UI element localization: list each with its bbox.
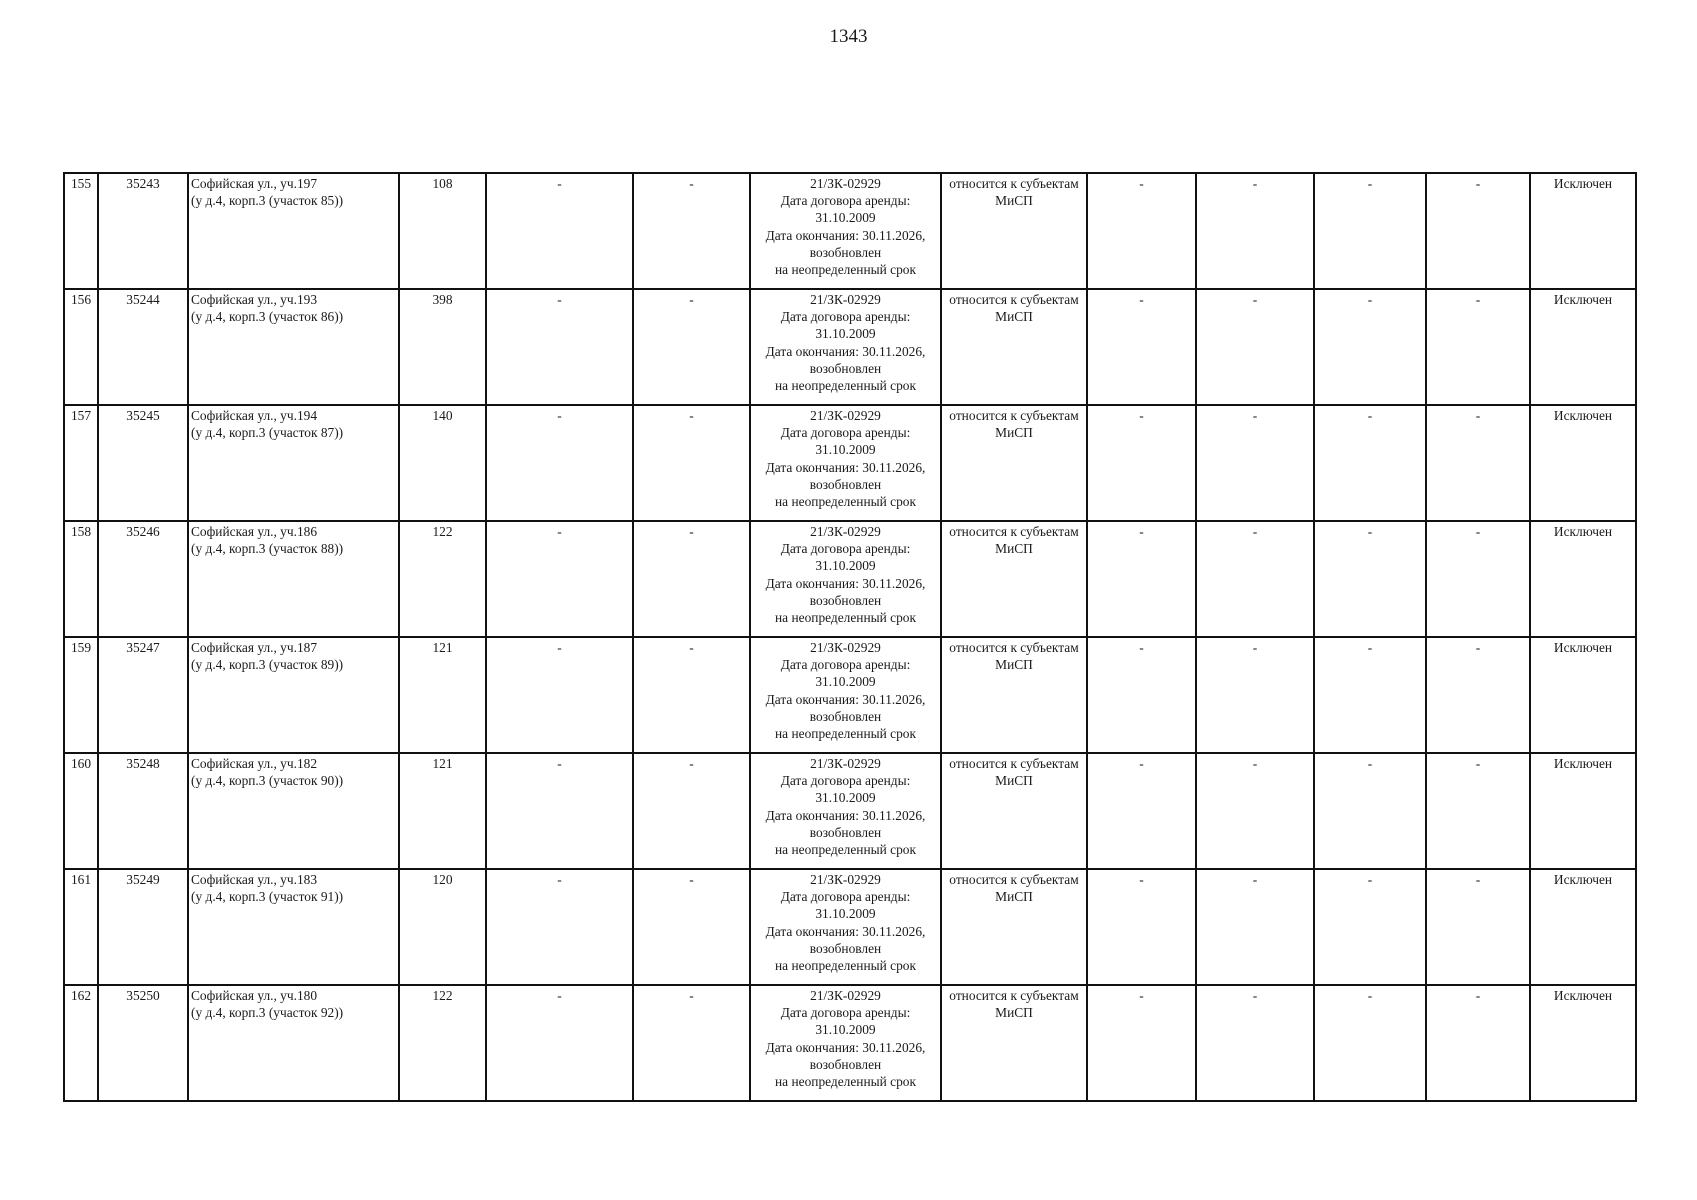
category-cell xyxy=(941,637,1087,753)
address-line: Софийская ул., уч.183 xyxy=(191,872,318,887)
column-6-cell: - xyxy=(633,637,750,753)
column-11-cell: - xyxy=(1314,173,1426,289)
contract-line: Дата договора аренды: xyxy=(780,541,911,557)
column-9-cell: - xyxy=(1087,637,1196,753)
contract-line: Дата окончания: 30.11.2026, xyxy=(765,1039,926,1055)
category-cell xyxy=(941,405,1087,521)
category-line: относится к субъектам xyxy=(949,176,1079,191)
contract-line: Дата окончания: 30.11.2026, xyxy=(765,227,926,243)
contract-line: на неопределенный срок xyxy=(775,1074,916,1090)
contract-cell xyxy=(750,869,941,985)
column-10-cell: - xyxy=(1196,637,1314,753)
column-12-cell: - xyxy=(1426,637,1530,753)
row-number-cell: 155 xyxy=(64,173,98,289)
area-cell: 140 xyxy=(399,405,486,521)
contract-line: 31.10.2009 xyxy=(815,674,876,690)
category-line: МиСП xyxy=(995,541,1033,557)
column-5-cell: - xyxy=(486,173,633,289)
contract-line: возобновлен xyxy=(809,476,882,492)
contract-line: Дата окончания: 30.11.2026, xyxy=(765,923,926,939)
contract-line: Дата окончания: 30.11.2026, xyxy=(765,343,926,359)
category-cell xyxy=(941,985,1087,1101)
contract-line: возобновлен xyxy=(809,824,882,840)
registry-table xyxy=(63,172,1637,1102)
address-line: (у д.4, корп.3 (участок 88)) xyxy=(191,541,344,557)
status-cell: Исключен xyxy=(1530,405,1636,521)
column-6-cell: - xyxy=(633,289,750,405)
address-line: (у д.4, корп.3 (участок 90)) xyxy=(191,773,344,789)
area-cell: 120 xyxy=(399,869,486,985)
category-line: МиСП xyxy=(995,657,1033,673)
area-cell: 122 xyxy=(399,521,486,637)
area-cell: 121 xyxy=(399,753,486,869)
category-line: МиСП xyxy=(995,425,1033,441)
area-cell: 108 xyxy=(399,173,486,289)
row-number-cell: 160 xyxy=(64,753,98,869)
category-cell xyxy=(941,753,1087,869)
address-cell xyxy=(188,637,399,753)
column-12-cell: - xyxy=(1426,289,1530,405)
contract-line: возобновлен xyxy=(809,592,882,608)
row-number-cell: 159 xyxy=(64,637,98,753)
contract-line: Дата договора аренды: xyxy=(780,425,911,441)
row-number-cell: 162 xyxy=(64,985,98,1101)
page-number: 1343 xyxy=(829,26,868,47)
contract-line: Дата окончания: 30.11.2026, xyxy=(765,459,926,475)
column-12-cell: - xyxy=(1426,521,1530,637)
address-line: (у д.4, корп.3 (участок 89)) xyxy=(191,657,344,673)
column-6-cell: - xyxy=(633,173,750,289)
category-line: относится к субъектам xyxy=(949,756,1079,771)
contract-line: возобновлен xyxy=(809,708,882,724)
area-cell: 398 xyxy=(399,289,486,405)
contract-line: возобновлен xyxy=(809,940,882,956)
contract-line: на неопределенный срок xyxy=(775,726,916,742)
object-id-cell: 35249 xyxy=(98,869,188,985)
column-5-cell: - xyxy=(486,289,633,405)
contract-line: возобновлен xyxy=(809,244,882,260)
category-cell xyxy=(941,869,1087,985)
contract-line: возобновлен xyxy=(809,1056,882,1072)
address-cell xyxy=(188,173,399,289)
address-cell xyxy=(188,869,399,985)
contract-line: 31.10.2009 xyxy=(815,906,876,922)
row-number-cell: 156 xyxy=(64,289,98,405)
address-line: Софийская ул., уч.197 xyxy=(191,176,318,191)
column-12-cell: - xyxy=(1426,869,1530,985)
status-cell: Исключен xyxy=(1530,753,1636,869)
contract-line: 31.10.2009 xyxy=(815,1022,876,1038)
contract-line: на неопределенный срок xyxy=(775,378,916,394)
object-id-cell: 35245 xyxy=(98,405,188,521)
contract-line: 21/ЗК-02929 xyxy=(810,292,881,307)
object-id-cell: 35248 xyxy=(98,753,188,869)
column-11-cell: - xyxy=(1314,521,1426,637)
registry-body xyxy=(64,173,1636,1101)
contract-cell xyxy=(750,405,941,521)
column-11-cell: - xyxy=(1314,637,1426,753)
category-cell xyxy=(941,289,1087,405)
contract-line: 21/ЗК-02929 xyxy=(810,176,881,191)
address-line: Софийская ул., уч.194 xyxy=(191,408,318,423)
table-row xyxy=(64,405,1636,521)
object-id-cell: 35243 xyxy=(98,173,188,289)
column-10-cell: - xyxy=(1196,521,1314,637)
column-9-cell: - xyxy=(1087,521,1196,637)
column-5-cell: - xyxy=(486,405,633,521)
column-12-cell: - xyxy=(1426,405,1530,521)
status-cell: Исключен xyxy=(1530,869,1636,985)
table-row xyxy=(64,985,1636,1101)
category-line: относится к субъектам xyxy=(949,988,1079,1003)
address-line: (у д.4, корп.3 (участок 92)) xyxy=(191,1005,344,1021)
address-line: Софийская ул., уч.193 xyxy=(191,292,318,307)
column-11-cell: - xyxy=(1314,869,1426,985)
column-9-cell: - xyxy=(1087,869,1196,985)
contract-line: Дата окончания: 30.11.2026, xyxy=(765,807,926,823)
object-id-cell: 35244 xyxy=(98,289,188,405)
column-9-cell: - xyxy=(1087,173,1196,289)
address-line: Софийская ул., уч.180 xyxy=(191,988,318,1003)
column-9-cell: - xyxy=(1087,405,1196,521)
contract-cell xyxy=(750,985,941,1101)
column-11-cell: - xyxy=(1314,985,1426,1101)
status-cell: Исключен xyxy=(1530,173,1636,289)
column-6-cell: - xyxy=(633,753,750,869)
contract-line: на неопределенный срок xyxy=(775,610,916,626)
contract-line: Дата договора аренды: xyxy=(780,657,911,673)
contract-line: 21/ЗК-02929 xyxy=(810,872,881,887)
contract-cell xyxy=(750,637,941,753)
column-10-cell: - xyxy=(1196,985,1314,1101)
address-line: (у д.4, корп.3 (участок 91)) xyxy=(191,889,344,905)
column-6-cell: - xyxy=(633,405,750,521)
object-id-cell: 35250 xyxy=(98,985,188,1101)
contract-cell xyxy=(750,173,941,289)
column-12-cell: - xyxy=(1426,985,1530,1101)
category-line: относится к субъектам xyxy=(949,872,1079,887)
column-11-cell: - xyxy=(1314,289,1426,405)
table-row xyxy=(64,289,1636,405)
area-cell: 122 xyxy=(399,985,486,1101)
address-cell xyxy=(188,521,399,637)
address-line: Софийская ул., уч.186 xyxy=(191,524,318,539)
contract-cell xyxy=(750,289,941,405)
contract-line: 21/ЗК-02929 xyxy=(810,988,881,1003)
status-cell: Исключен xyxy=(1530,521,1636,637)
contract-line: Дата договора аренды: xyxy=(780,1005,911,1021)
contract-line: Дата договора аренды: xyxy=(780,773,911,789)
address-line: Софийская ул., уч.182 xyxy=(191,756,318,771)
contract-line: Дата окончания: 30.11.2026, xyxy=(765,691,926,707)
category-cell xyxy=(941,173,1087,289)
row-number-cell: 158 xyxy=(64,521,98,637)
column-11-cell: - xyxy=(1314,753,1426,869)
column-5-cell: - xyxy=(486,985,633,1101)
contract-line: возобновлен xyxy=(809,360,882,376)
column-10-cell: - xyxy=(1196,173,1314,289)
category-line: МиСП xyxy=(995,1005,1033,1021)
column-12-cell: - xyxy=(1426,753,1530,869)
column-9-cell: - xyxy=(1087,289,1196,405)
category-line: МиСП xyxy=(995,889,1033,905)
contract-line: 21/ЗК-02929 xyxy=(810,640,881,655)
contract-line: 31.10.2009 xyxy=(815,790,876,806)
column-12-cell: - xyxy=(1426,173,1530,289)
table-row xyxy=(64,753,1636,869)
row-number-cell: 157 xyxy=(64,405,98,521)
contract-line: на неопределенный срок xyxy=(775,842,916,858)
column-5-cell: - xyxy=(486,753,633,869)
column-6-cell: - xyxy=(633,521,750,637)
column-10-cell: - xyxy=(1196,753,1314,869)
address-line: (у д.4, корп.3 (участок 86)) xyxy=(191,309,344,325)
column-10-cell: - xyxy=(1196,405,1314,521)
address-cell xyxy=(188,985,399,1101)
column-11-cell: - xyxy=(1314,405,1426,521)
category-line: относится к субъектам xyxy=(949,408,1079,423)
contract-line: на неопределенный срок xyxy=(775,262,916,278)
column-6-cell: - xyxy=(633,985,750,1101)
contract-line: 31.10.2009 xyxy=(815,442,876,458)
contract-line: 21/ЗК-02929 xyxy=(810,408,881,423)
contract-cell xyxy=(750,521,941,637)
address-line: (у д.4, корп.3 (участок 85)) xyxy=(191,193,344,209)
address-line: Софийская ул., уч.187 xyxy=(191,640,318,655)
column-5-cell: - xyxy=(486,637,633,753)
table-row xyxy=(64,869,1636,985)
contract-line: Дата договора аренды: xyxy=(780,309,911,325)
column-5-cell: - xyxy=(486,521,633,637)
category-cell xyxy=(941,521,1087,637)
object-id-cell: 35246 xyxy=(98,521,188,637)
contract-line: на неопределенный срок xyxy=(775,958,916,974)
status-cell: Исключен xyxy=(1530,637,1636,753)
column-6-cell: - xyxy=(633,869,750,985)
category-line: МиСП xyxy=(995,309,1033,325)
status-cell: Исключен xyxy=(1530,985,1636,1101)
column-5-cell: - xyxy=(486,869,633,985)
address-cell xyxy=(188,289,399,405)
contract-line: 31.10.2009 xyxy=(815,210,876,226)
table-row xyxy=(64,637,1636,753)
area-cell: 121 xyxy=(399,637,486,753)
category-line: относится к субъектам xyxy=(949,640,1079,655)
table-row xyxy=(64,521,1636,637)
column-9-cell: - xyxy=(1087,985,1196,1101)
row-number-cell: 161 xyxy=(64,869,98,985)
column-10-cell: - xyxy=(1196,289,1314,405)
contract-line: на неопределенный срок xyxy=(775,494,916,510)
category-line: МиСП xyxy=(995,193,1033,209)
contract-cell xyxy=(750,753,941,869)
contract-line: Дата окончания: 30.11.2026, xyxy=(765,575,926,591)
column-9-cell: - xyxy=(1087,753,1196,869)
category-line: относится к субъектам xyxy=(949,292,1079,307)
address-line: (у д.4, корп.3 (участок 87)) xyxy=(191,425,344,441)
object-id-cell: 35247 xyxy=(98,637,188,753)
contract-line: 31.10.2009 xyxy=(815,558,876,574)
contract-line: 31.10.2009 xyxy=(815,326,876,342)
contract-line: Дата договора аренды: xyxy=(780,193,911,209)
address-cell xyxy=(188,405,399,521)
status-cell: Исключен xyxy=(1530,289,1636,405)
column-10-cell: - xyxy=(1196,869,1314,985)
address-cell xyxy=(188,753,399,869)
contract-line: 21/ЗК-02929 xyxy=(810,524,881,539)
table-row xyxy=(64,173,1636,289)
category-line: МиСП xyxy=(995,773,1033,789)
contract-line: 21/ЗК-02929 xyxy=(810,756,881,771)
contract-line: Дата договора аренды: xyxy=(780,889,911,905)
category-line: относится к субъектам xyxy=(949,524,1079,539)
